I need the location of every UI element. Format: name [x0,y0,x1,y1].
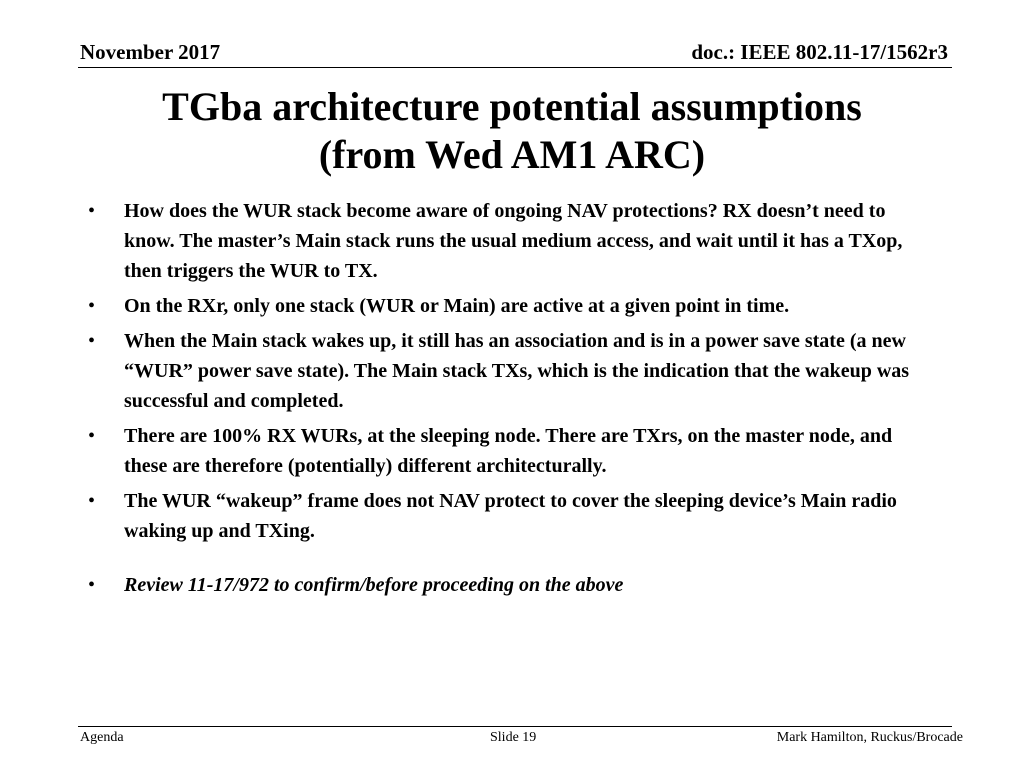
bullet-icon: • [88,490,96,512]
bullet-item [88,291,940,321]
header-date: November 2017 [80,40,221,64]
bullet-icon: • [88,200,96,222]
bullet-icon: • [88,425,96,447]
bullet-text: The WUR “wakeup” frame does not NAV protect to cover the sleeping device’s Main radio waking up and TXing. [124,490,897,542]
bullet-text: How does the WUR stack become aware of ongoing NAV protections? RX doesn’t need to know. The master’s Main stack runs the usual medium access, and wait until it has a TXop, then triggers the WUR to TX. [124,200,903,282]
bullet-item [88,486,940,546]
footer-section: Agenda [80,730,124,745]
footer-divider [78,726,952,727]
header-divider [78,67,952,68]
bullet-text: There are 100% RX WURs, at the sleeping node. There are TXrs, on the master node, and these are therefore (potentially) different architecturally. [124,425,893,477]
bullet-text: On the RXr, only one stack (WUR or Main) are active at a given point in time. [124,295,790,317]
footer-slide-number: Slide 19 [490,730,537,745]
bullet-item [88,421,940,481]
bullet-icon: • [88,330,96,352]
bullet-item-review [88,570,940,600]
header-doc-id: doc.: IEEE 802.11-17/1562r3 [691,40,948,64]
slide-title-line-1: TGba architecture potential assumptions [162,84,862,129]
bullet-item [88,326,940,416]
footer-author: Mark Hamilton, Ruckus/Brocade [776,730,963,745]
slide-title [80,83,944,179]
bullet-text: Review 11-17/972 to confirm/before proceeding on the above [124,574,624,596]
bullet-icon: • [88,574,96,596]
bullet-text: When the Main stack wakes up, it still has an association and is in a power save state (a new “WUR” power save state). The Main stack TXs, which is the indication that the wakeup was successful and completed. [124,330,910,412]
slide-title-line-2: (from Wed AM1 ARC) [318,132,706,177]
bullet-icon: • [88,295,96,317]
bullet-item [88,196,940,286]
bullet-list [88,196,940,605]
